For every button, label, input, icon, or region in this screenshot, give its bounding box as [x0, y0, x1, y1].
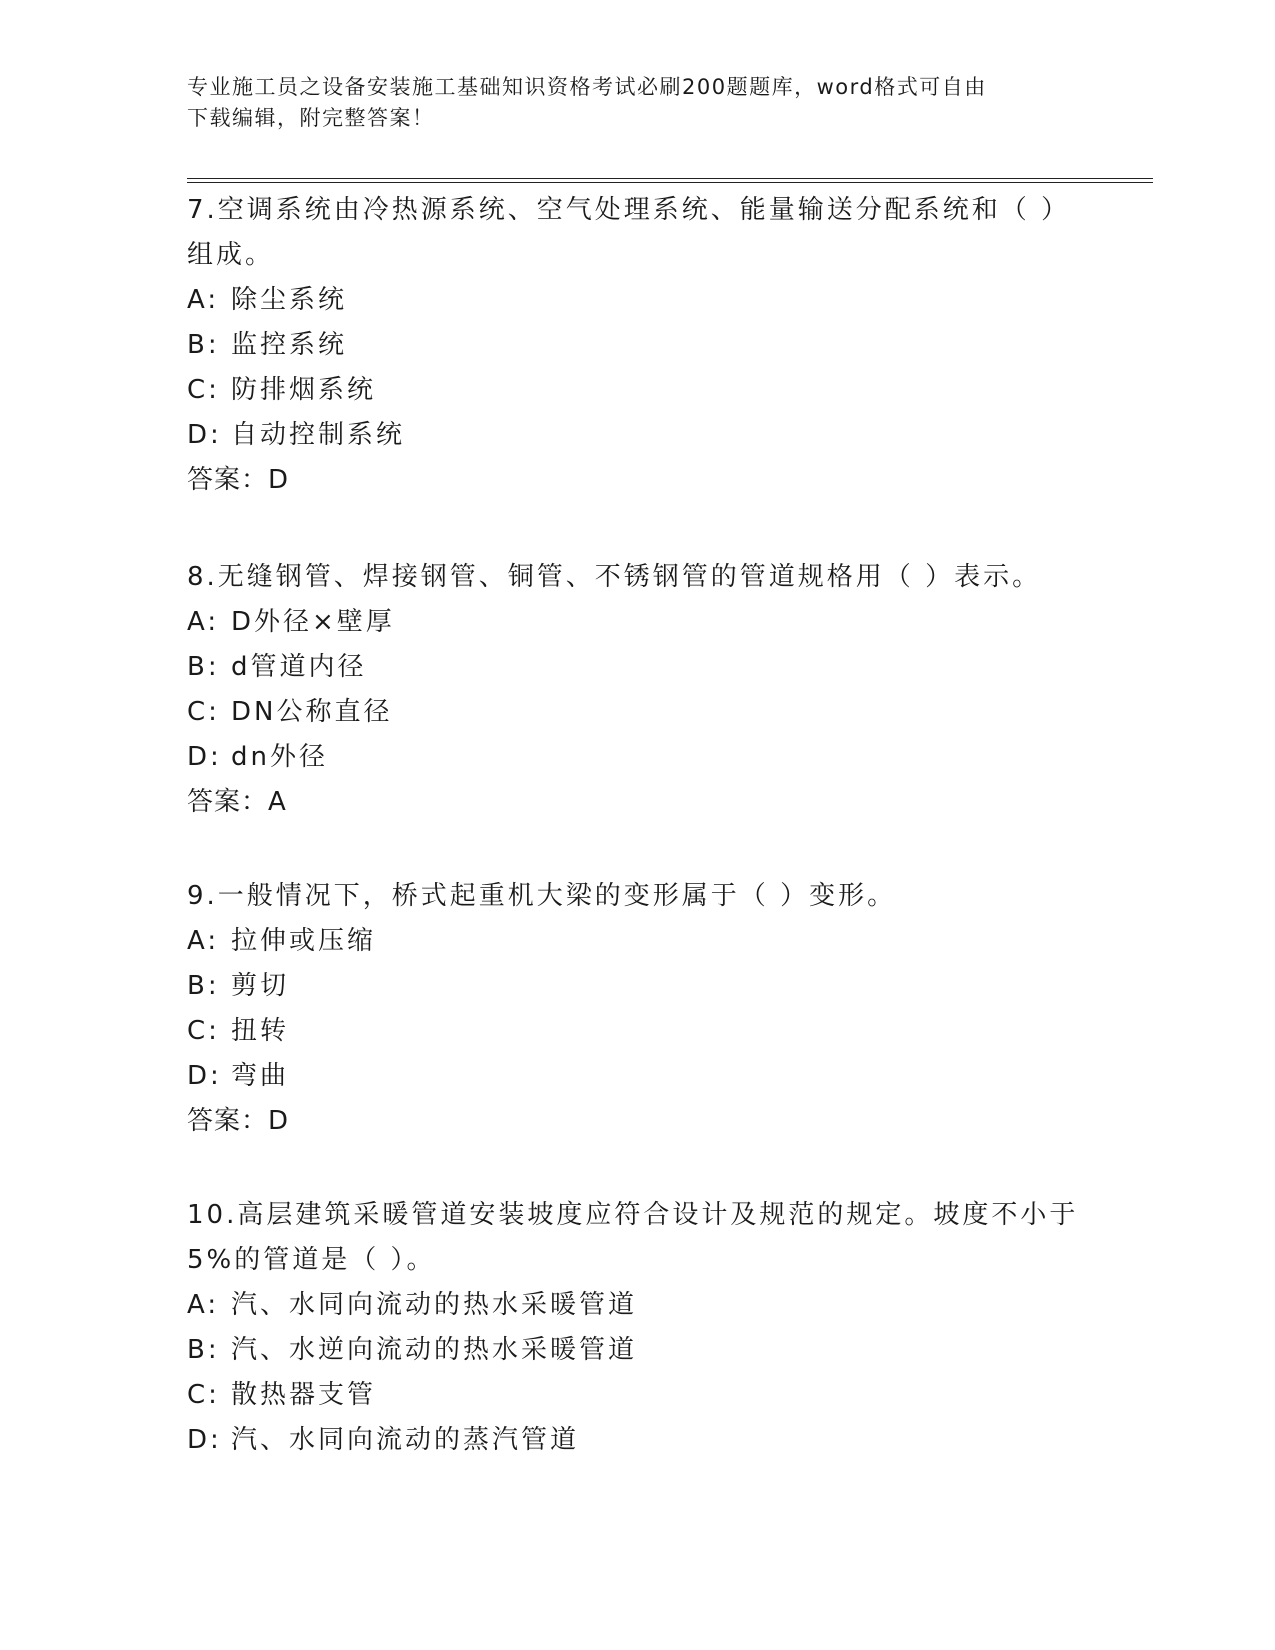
option-text: DN公称直径: [231, 697, 393, 727]
option-b: [187, 964, 1087, 1009]
option-b: [187, 323, 1087, 368]
option-text: 散热器支管: [231, 1380, 377, 1410]
option-key: A:: [187, 1290, 220, 1320]
answer: 答案：D: [187, 465, 290, 495]
document-header: [187, 72, 1067, 134]
option-key: D:: [187, 420, 222, 450]
question-stem: [187, 188, 1087, 278]
question-8: [187, 555, 1087, 825]
option-d: [187, 413, 1087, 458]
option-c: [187, 690, 1087, 735]
question-stem: [187, 874, 1087, 919]
header-divider-top: [187, 178, 1153, 179]
option-d: [187, 1054, 1087, 1099]
option-b: [187, 645, 1087, 690]
option-text: 剪切: [231, 971, 290, 1001]
option-key: D:: [187, 742, 222, 772]
option-key: D:: [187, 1425, 222, 1455]
header-divider-bottom: [187, 182, 1153, 183]
option-key: C:: [187, 1016, 220, 1046]
option-d: [187, 735, 1087, 780]
question-stem-line-1: 9.一般情况下，桥式起重机大梁的变形属于（ ）变形。: [187, 881, 897, 911]
question-stem-line-1: 7.空调系统由冷热源系统、空气处理系统、能量输送分配系统和（ ）: [187, 195, 1071, 225]
option-key: A:: [187, 285, 220, 315]
answer: 答案：A: [187, 787, 287, 817]
question-stem-line-1: 8.无缝钢管、焊接钢管、铜管、不锈钢管的管道规格用（ ）表示。: [187, 562, 1042, 592]
option-text: 自动控制系统: [231, 420, 406, 450]
question-stem-line-2: 5%的管道是（ ）。: [187, 1245, 436, 1275]
option-text: 扭转: [231, 1016, 290, 1046]
question-stem-line-1: 10.高层建筑采暖管道安装坡度应符合设计及规范的规定。坡度不小于: [187, 1200, 1079, 1230]
option-text: 拉伸或压缩: [231, 926, 377, 956]
option-c: [187, 1373, 1087, 1418]
option-key: B:: [187, 1335, 220, 1365]
option-text: 汽、水同向流动的热水采暖管道: [231, 1290, 638, 1320]
option-text: 监控系统: [231, 330, 348, 360]
option-key: B:: [187, 330, 220, 360]
option-key: B:: [187, 652, 220, 682]
option-a: [187, 919, 1087, 964]
option-c: [187, 1009, 1087, 1054]
option-text: 汽、水同向流动的蒸汽管道: [231, 1425, 580, 1455]
option-a: [187, 278, 1087, 323]
option-text: 汽、水逆向流动的热水采暖管道: [231, 1335, 638, 1365]
header-line-2: 下载编辑，附完整答案！: [187, 106, 435, 130]
option-text: D外径×壁厚: [231, 607, 395, 637]
question-10: [187, 1193, 1087, 1463]
question-9: [187, 874, 1087, 1144]
option-a: [187, 600, 1087, 645]
option-b: [187, 1328, 1087, 1373]
question-stem: [187, 555, 1087, 600]
option-key: A:: [187, 926, 220, 956]
option-d: [187, 1418, 1087, 1463]
option-key: A:: [187, 607, 220, 637]
option-text: dn外径: [231, 742, 328, 772]
option-key: B:: [187, 971, 220, 1001]
option-text: 弯曲: [231, 1061, 290, 1091]
option-text: d管道内径: [231, 652, 367, 682]
option-c: [187, 368, 1087, 413]
option-key: C:: [187, 1380, 220, 1410]
option-text: 除尘系统: [231, 285, 348, 315]
question-7: [187, 188, 1087, 503]
header-line-1: 专业施工员之设备安装施工基础知识资格考试必刷200题题库，word格式可自由: [187, 75, 987, 99]
option-key: C:: [187, 697, 220, 727]
answer: 答案：D: [187, 1106, 290, 1136]
question-stem: [187, 1193, 1087, 1283]
option-a: [187, 1283, 1087, 1328]
option-key: D:: [187, 1061, 222, 1091]
option-key: C:: [187, 375, 220, 405]
option-text: 防排烟系统: [231, 375, 377, 405]
question-stem-line-2: 组成。: [187, 240, 275, 270]
